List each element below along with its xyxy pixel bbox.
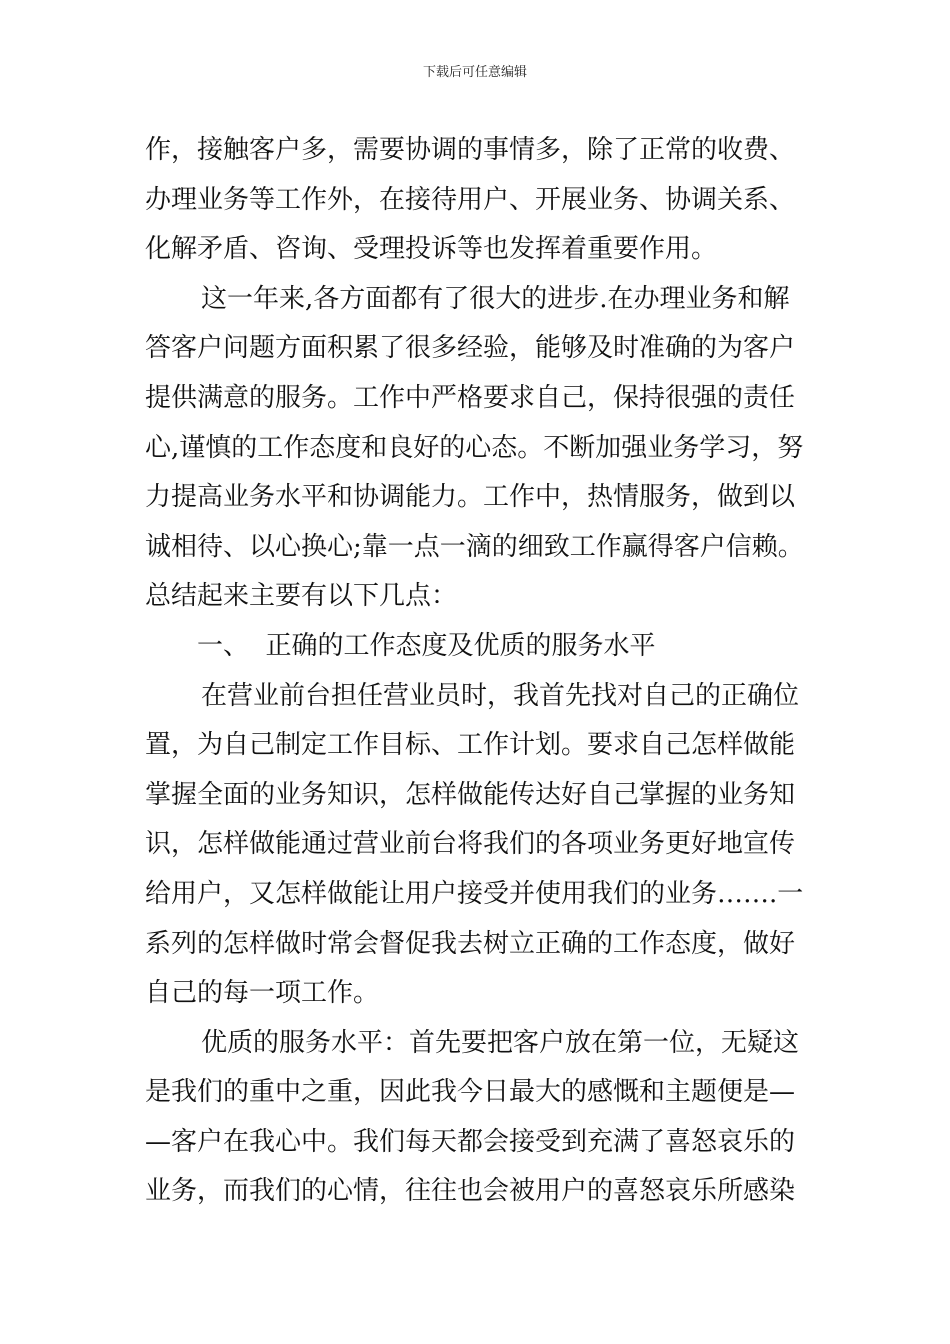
text-line: 办理业务等工作外，在接待用户、开展业务、协调关系、 — [145, 184, 796, 215]
page-header-note: 下载后可任意编辑 — [422, 65, 527, 80]
text-line: 答客户问题方面积累了很多经验，能够及时准确的为客户 — [145, 333, 796, 364]
text-line: 心,谨慎的工作态度和良好的心态。不断加强业务学习，努 — [145, 432, 804, 463]
text-line: 自己的每一项工作。 — [145, 978, 380, 1009]
paragraph-start-line: 优质的服务水平：首先要把客户放在第一位，无疑这 — [201, 1027, 800, 1058]
text-line: 总结起来主要有以下几点： — [145, 581, 458, 612]
text-line: 提供满意的服务。工作中严格要求自己，保持很强的责任 — [145, 382, 796, 413]
text-line: 置，为自己制定工作目标、工作计划。要求自己怎样做能 — [145, 730, 796, 761]
text-line: 作，接触客户多，需要协调的事情多，除了正常的收费、 — [145, 135, 796, 165]
text-line: 是我们的重中之重，因此我今日最大的感慨和主题便是— — [145, 1077, 796, 1108]
paragraph-start-line: 在营业前台担任营业员时，我首先找对自己的正确位 — [201, 680, 800, 711]
text-line: 诚相待、以心换心;靠一点一滴的细致工作赢得客户信赖。 — [145, 531, 804, 562]
text-line: —客户在我心中。我们每天都会接受到充满了喜怒哀乐的 — [145, 1126, 796, 1157]
document-body — [145, 126, 810, 1217]
text-line: 识，怎样做能通过营业前台将我们的各项业务更好地宣传 — [145, 829, 796, 860]
text-line: 系列的怎样做时常会督促我去树立正确的工作态度，做好 — [145, 928, 796, 959]
text-line: 力提高业务水平和协调能力。工作中，热情服务，做到以 — [145, 482, 796, 513]
text-line: 业务，而我们的心情，往往也会被用户的喜怒哀乐所感染 — [145, 1176, 796, 1207]
section-heading: 一、 正确的工作态度及优质的服务水平 — [197, 630, 656, 661]
paragraph-start-line: 这一年来,各方面都有了很大的进步.在办理业务和解 — [201, 283, 790, 314]
text-line: 掌握全面的业务知识，怎样做能传达好自己掌握的业务知 — [145, 779, 796, 810]
text-line: 化解矛盾、咨询、受理投诉等也发挥着重要作用。 — [145, 234, 718, 265]
text-line: 给用户，又怎样做能让用户接受并使用我们的业务…….一 — [145, 878, 804, 909]
